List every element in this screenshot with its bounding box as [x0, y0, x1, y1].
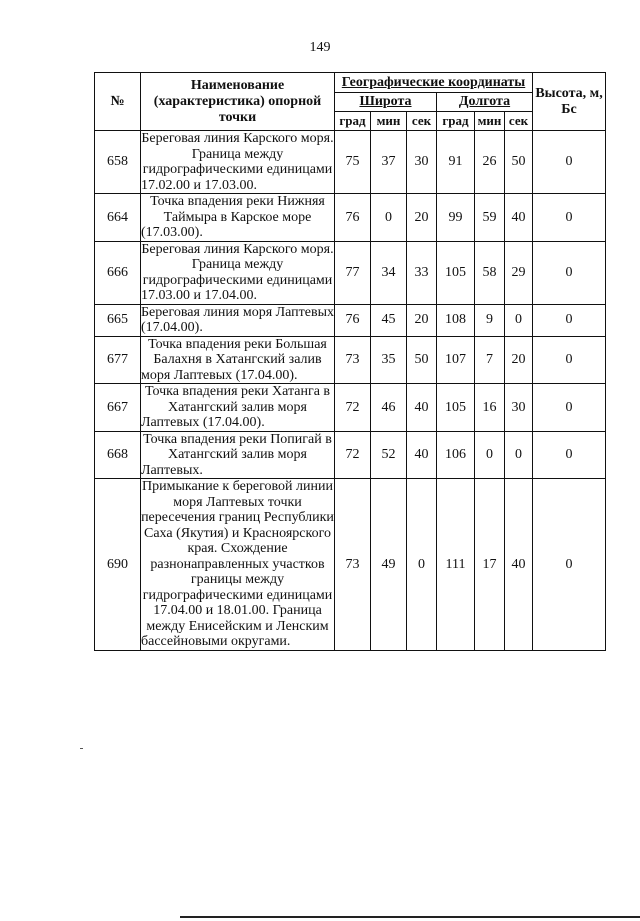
point-number: 666: [95, 241, 141, 304]
lon-deg: 99: [437, 194, 475, 242]
header-lon-deg: град: [437, 112, 475, 131]
point-number: 690: [95, 479, 141, 651]
header-lat-min: мин: [371, 112, 407, 131]
header-geo-coordinates: Географические координаты: [335, 73, 533, 93]
lon-deg: 106: [437, 431, 475, 479]
point-number: 658: [95, 131, 141, 194]
height-value: 0: [533, 384, 606, 432]
lat-deg: 77: [335, 241, 371, 304]
lat-sec: 40: [407, 431, 437, 479]
lat-min: 52: [371, 431, 407, 479]
lon-min: 0: [475, 431, 505, 479]
lon-sec: 40: [505, 479, 533, 651]
lon-min: 26: [475, 131, 505, 194]
table-row: [95, 304, 606, 336]
point-description: Береговая линия моря Лаптевых (17.04.00).: [141, 304, 335, 335]
lat-sec: 0: [407, 479, 437, 651]
lon-min: 58: [475, 241, 505, 304]
height-value: 0: [533, 131, 606, 194]
lon-min: 9: [475, 304, 505, 336]
point-description: Точка впадения реки Большая Балахня в Хатангский залив моря Лаптевых (17.04.00).: [141, 336, 335, 384]
height-value: 0: [533, 479, 606, 651]
lat-deg: 72: [335, 384, 371, 432]
header-number: №: [95, 73, 141, 131]
point-description: Точка впадения реки Нижняя Таймыра в Карское море (17.03.00).: [141, 194, 335, 242]
table-row: [95, 431, 606, 479]
height-value: 0: [533, 431, 606, 479]
lat-deg: 76: [335, 304, 371, 336]
lat-min: 49: [371, 479, 407, 651]
header-lon-min: мин: [475, 112, 505, 131]
table-row: [95, 336, 606, 384]
lon-sec: 29: [505, 241, 533, 304]
lat-deg: 73: [335, 479, 371, 651]
lat-min: 34: [371, 241, 407, 304]
point-number: 677: [95, 336, 141, 384]
point-number: 667: [95, 384, 141, 432]
lon-min: 59: [475, 194, 505, 242]
lat-deg: 73: [335, 336, 371, 384]
height-value: 0: [533, 336, 606, 384]
table-row: [95, 241, 606, 304]
point-number: 664: [95, 194, 141, 242]
lat-sec: 40: [407, 384, 437, 432]
header-latitude: Широта: [335, 93, 437, 112]
lat-sec: 20: [407, 304, 437, 336]
lat-sec: 33: [407, 241, 437, 304]
lon-min: 17: [475, 479, 505, 651]
lat-min: 35: [371, 336, 407, 384]
table-row: [95, 131, 606, 194]
lon-sec: 0: [505, 304, 533, 336]
header-lat-sec: сек: [407, 112, 437, 131]
lat-deg: 76: [335, 194, 371, 242]
lon-sec: 50: [505, 131, 533, 194]
point-description: Береговая линия Карского моря. Граница между гидрографическими единицами 17.03.00 и 17.04.00.: [141, 241, 334, 303]
lon-deg: 111: [437, 479, 475, 651]
table-row: [95, 384, 606, 432]
header-lat-deg: град: [335, 112, 371, 131]
bottom-border-line: [180, 916, 640, 918]
lat-min: 0: [371, 194, 407, 242]
table-row: [95, 194, 606, 242]
height-value: 0: [533, 241, 606, 304]
lon-min: 7: [475, 336, 505, 384]
lat-min: 45: [371, 304, 407, 336]
point-description: Точка впадения реки Попигай в Хатангский залив моря Лаптевых.: [141, 431, 335, 479]
point-description: Точка впадения реки Хатанга в Хатангский залив моря Лаптевых (17.04.00).: [141, 384, 335, 432]
header-longitude: Долгота: [437, 93, 533, 112]
lon-deg: 91: [437, 131, 475, 194]
height-value: 0: [533, 194, 606, 242]
lon-deg: 107: [437, 336, 475, 384]
point-number: 668: [95, 431, 141, 479]
point-description: Береговая линия Карского моря. Граница между гидрографическими единицами 17.02.00 и 17.03.00.: [141, 131, 334, 193]
lon-min: 16: [475, 384, 505, 432]
lat-sec: 50: [407, 336, 437, 384]
lat-min: 46: [371, 384, 407, 432]
coordinates-table: [94, 72, 606, 651]
lat-deg: 72: [335, 431, 371, 479]
lat-min: 37: [371, 131, 407, 194]
header-lon-sec: сек: [505, 112, 533, 131]
lon-sec: 30: [505, 384, 533, 432]
lon-deg: 105: [437, 384, 475, 432]
point-number: 665: [95, 304, 141, 336]
lon-sec: 0: [505, 431, 533, 479]
lon-sec: 40: [505, 194, 533, 242]
lon-deg: 108: [437, 304, 475, 336]
header-name: Наименование (характеристика) опорной точки: [141, 73, 335, 131]
point-description: Примыкание к береговой линии моря Лаптевых точки пересечения границ Республики Саха (Якутия) и Красноярского края. Схождение разнонаправленных участков границы между гидрографическими единицами 17.04.00 и 18.01.00. Граница между Енисейским и Ленским бассейновыми округами.: [141, 479, 334, 649]
table-row: [95, 479, 606, 651]
lat-sec: 20: [407, 194, 437, 242]
header-height: Высота, м, Бс: [533, 73, 606, 131]
lat-sec: 30: [407, 131, 437, 194]
lon-sec: 20: [505, 336, 533, 384]
scan-speck: [80, 748, 83, 749]
lat-deg: 75: [335, 131, 371, 194]
lon-deg: 105: [437, 241, 475, 304]
height-value: 0: [533, 304, 606, 336]
page-number: 149: [309, 40, 331, 55]
